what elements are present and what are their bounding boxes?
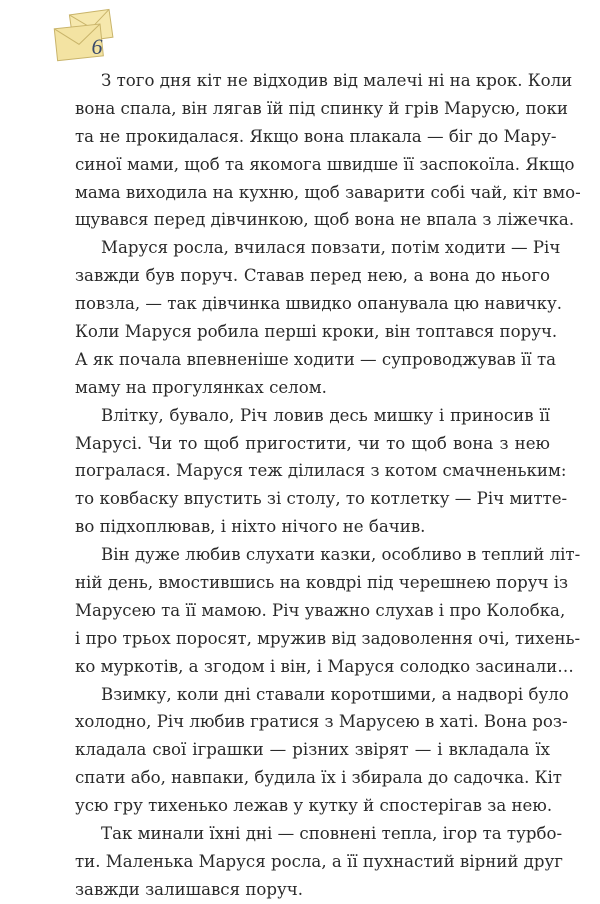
text-line: А як почала впевненіше ходити — супроводжував її та — [75, 349, 557, 369]
text-line: то ковбаску впустить зі столу, то котлетку — Річ митте- — [75, 489, 568, 509]
text-line: во підхоплював, і ніхто нічого не бачив. — [75, 517, 426, 537]
text-line: ній день, вмостившись на ковдрі під черешнею поруч із — [75, 573, 569, 593]
text-line: ко муркотів, а згодом і він, і Маруся солодко засинали… — [75, 656, 574, 676]
text-line: спати або, навпаки, будила їх і збирала до садочка. Кіт — [75, 768, 562, 788]
text-line: завжди залишався поруч. — [75, 879, 304, 899]
text-line: мама виходила на кухню, щоб заварити собі чай, кіт вмо- — [75, 182, 581, 202]
text-line: З того дня кіт не відходив від малечі ні на крок. Коли — [101, 71, 573, 90]
paragraph — [75, 541, 581, 680]
text-line: завжди був поруч. Ставав перед нею, а вона до нього — [75, 266, 550, 286]
paragraph — [75, 681, 569, 820]
text-line: холодно, Річ любив гратися з Марусею в хаті. Вона роз- — [75, 712, 568, 732]
text-line: вона спала, він лягав їй під спинку й грів Марусю, поки — [75, 98, 568, 118]
text-line: Марусі. Чи то щоб пригостити, чи то щоб вона з нею — [75, 433, 550, 453]
paragraph — [75, 67, 581, 234]
text-line: Він дуже любив слухати казки, особливо в теплий літ- — [101, 545, 581, 565]
text-line: Коли Маруся робила перші кроки, він топтався поруч. — [75, 322, 558, 342]
text-line: Так минали їхні дні — сповнені тепла, ігор та турбо- — [101, 824, 563, 844]
text-line: і про трьох поросят, мружив від задоволення очі, тихень- — [75, 628, 581, 648]
text-line: маму на прогулянках селом. — [75, 377, 327, 397]
paragraph — [75, 402, 568, 541]
paragraph — [75, 820, 563, 904]
text-line: Взимку, коли дні ставали коротшими, а надворі було — [101, 684, 569, 704]
text-line: усю гру тихенько лежав у кутку й спостерігав за нею. — [75, 796, 553, 816]
text-line: ти. Маленька Маруся росла, а її пухнастий вірний друг — [75, 851, 563, 871]
text-line: щувався перед дівчинкою, щоб вона не впала з ліжечка. — [75, 210, 575, 230]
text-line: погралася. Маруся теж ділилася з котом смачненьким: — [75, 461, 567, 481]
text-line: повзла, — так дівчинка швидко опанувала цю навичку. — [75, 294, 563, 314]
text-line: кладала свої іграшки — різних звірят — і вкладала їх — [75, 740, 550, 760]
page-number-badge — [52, 8, 118, 64]
page-number: 6 — [91, 34, 103, 59]
text-body — [75, 67, 581, 904]
text-line: та не прокидалася. Якщо вона плакала — біг до Мару- — [75, 126, 557, 146]
text-line: Марусею та її мамою. Річ уважно слухав і про Колобка, — [75, 600, 566, 620]
paragraph — [75, 234, 563, 401]
text-line: синої мами, щоб та якомога швидше її заспокоїла. Якщо — [75, 154, 575, 174]
text-line: Маруся росла, вчилася повзати, потім ходити — Річ — [101, 238, 561, 258]
text-line: Влітку, бувало, Річ ловив десь мишку і приносив її — [101, 405, 550, 425]
